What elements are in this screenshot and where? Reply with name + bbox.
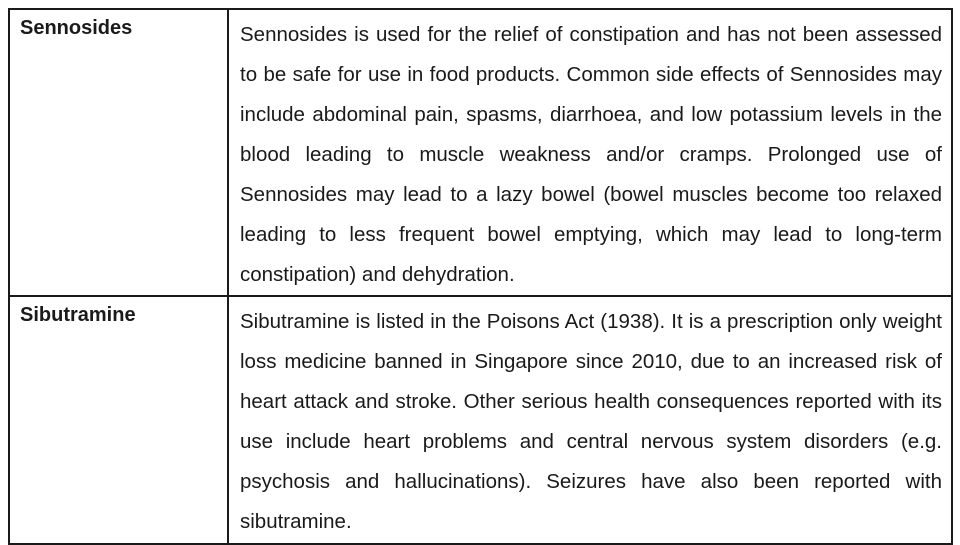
ingredient-description: Sibutramine is listed in the Poisons Act (1938). It is a prescription only weight loss medicine banned in Singapore since 2010, due to an increased risk of heart attack and stroke. Other serious health consequences reported with its use include heart problems and central nervous system disorders (e.g. psychosis and hallucinations). Seizures have also been reported with sibutramine. [240,310,942,533]
ingredient-name: Sennosides [20,17,133,39]
ingredient-name: Sibutramine [20,304,136,326]
ingredient-description: Sennosides is used for the relief of constipation and has not been assessed to be safe for use in food products. Common side effects of Sennosides may include abdominal pain, spasms, diarrhoea, and low potassium levels in the blood leading to muscle weakness and/or cramps. Prolonged use of Sennosides may lead to a lazy bowel (bowel muscles become too relaxed leading to less frequent bowel emptying, which may lead to long-term constipation) and dehydration. [240,23,942,286]
ingredient-name-cell [9,9,228,296]
table-row [9,9,952,296]
ingredients-table [8,8,953,545]
ingredient-description-cell [228,296,952,544]
table-row [9,296,952,544]
ingredient-description-cell [228,9,952,296]
ingredient-name-cell [9,296,228,544]
